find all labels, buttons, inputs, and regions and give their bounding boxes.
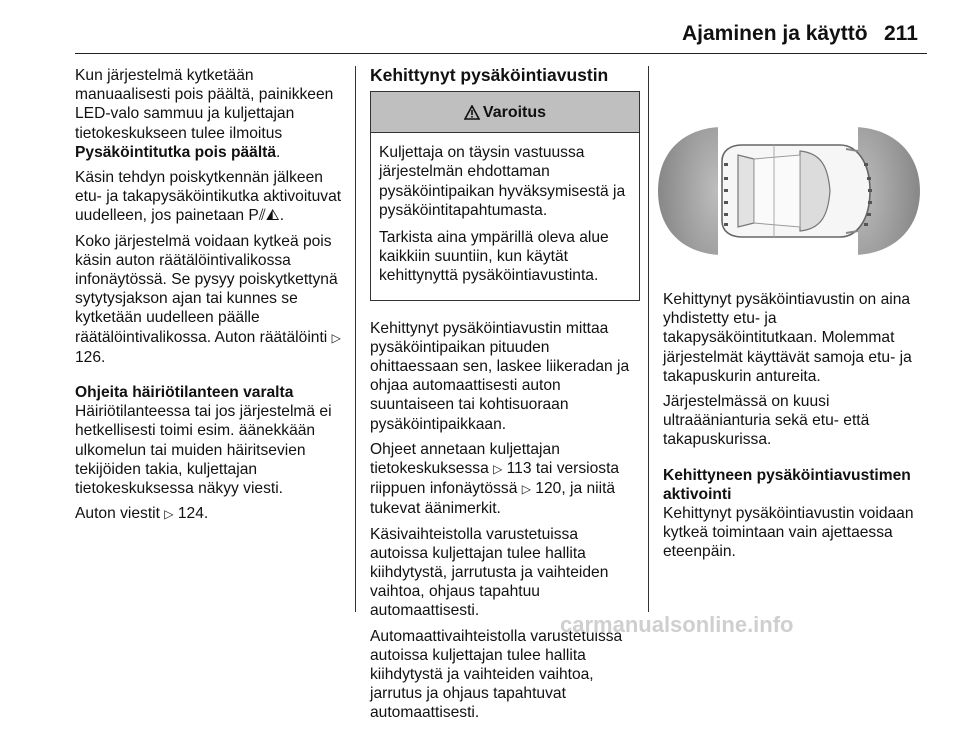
paragraph: Käsivaihteistolla varustetuissa autoissa kuljettajan tulee hallita kiihdytystä, jarrutusta ja vaihteiden vaihtoa, ohjaus tapahtuu automaattisesti. [370, 525, 609, 620]
column-right [663, 290, 933, 568]
page-ref-icon: ▷ [164, 507, 174, 522]
paragraph: Järjestelmässä on kuusi ultraäänianturia sekä etu- että takapuskurissa. [663, 393, 870, 449]
paragraph: Kehittynyt pysäköintiavustin on aina yhdistetty etu- ja takapysäköintitutkaan. Molemmat järjestelmät käyttävät samoja etu- ja takapuskurin antureita. [663, 291, 912, 385]
text: Käsin tehdyn poiskytkennän jälkeen etu- ja takapysäköintikutka aktivoituvat uudelleen, jos painetaan [75, 169, 342, 225]
parking-button-icon: P⫽◭ [248, 207, 280, 225]
text: Koko järjestelmä voidaan kytkeä pois käsin auton räätälöintivalikossa infonäytössä. Se pysyy poiskytkettynä sytytysjakson ajan tai kunnes se kytketään uudelleen päälle räätälöintivalikossa. Auton räätälöinti [75, 232, 338, 346]
column-divider [355, 66, 356, 612]
sub-heading: Ohjeita häiriötilanteen varalta [75, 384, 294, 402]
paragraph: Kehittynyt pysäköintiavustin voidaan kytkeä toimintaan vain ajettaessa eteenpäin. [663, 505, 914, 561]
warning-icon [464, 105, 480, 120]
page-ref-icon: ▷ [493, 462, 503, 477]
paragraph: Automaattivaihteistolla varustetuissa autoissa kuljettajan tulee hallita kiihdytystä ja vaihteiden vaihtoa, jarrutus ja ohjaus tapahtuvat automaattisesti. [370, 627, 623, 722]
paragraph: Kuljettaja on täysin vastuussa järjestelmän ehdottaman pysäköintipaikan hyväksymisestä ja pysäköintitapahtumasta. [379, 144, 626, 219]
page-ref[interactable]: 126. [75, 348, 106, 366]
status-message: Pysäköintitutka pois päältä [75, 143, 277, 161]
rear-sensor-zone [658, 127, 720, 255]
header-rule [75, 53, 927, 54]
column-divider [648, 66, 649, 612]
page-ref-icon: ▷ [331, 330, 341, 345]
paragraph [75, 504, 345, 524]
paragraph [75, 232, 345, 367]
page-ref[interactable]: 120 [535, 480, 562, 498]
page-header [0, 0, 960, 52]
text: Auton viestit [75, 505, 160, 523]
paragraph: Häiriötilanteessa tai jos järjestelmä ei hetkellisesti toimi esim. äänekkään ulkomelun tai muiden häiritsevien tekijöiden takia, kuljettajan tietokeskuksessa näkyy viesti. [75, 403, 332, 498]
text: Ohjeet annetaan kuljettajan tietokeskuksessa [370, 440, 560, 478]
car-sensor-illustration [650, 105, 928, 277]
paragraph: Tarkista aina ympärillä oleva alue kaikkiin suuntiin, kun käytät kehittynyttä pysäköintiavustinta. [379, 229, 609, 285]
text: Kun järjestelmä kytketään manuaalisesti pois päältä, painikkeen LED-valo sammuu ja kuljettajan tietokeskukseen tulee ilmoitus [75, 67, 334, 142]
warning-box [370, 91, 640, 300]
warning-body [371, 133, 639, 299]
chapter-title: Ajaminen ja käyttö [682, 22, 868, 45]
column-left [75, 66, 345, 530]
page-ref[interactable]: 113 [506, 460, 532, 478]
text: , ja niitä tukevat äänimerkit. [370, 480, 616, 518]
sensor-diagram [650, 105, 928, 277]
warning-header [371, 92, 639, 133]
section-title: Kehittynyt pysäköintiavustin [370, 65, 609, 85]
watermark: carmanualsonline.info [560, 612, 794, 637]
text: . [276, 143, 281, 161]
page-ref-icon: ▷ [521, 482, 531, 497]
text: . [279, 207, 285, 225]
text: tai versiosta riippuen infonäytössä [370, 460, 620, 498]
sub-heading: Kehittyneen pysäköintiavustimen aktivointi [663, 466, 911, 503]
paragraph: Kehittynyt pysäköintiavustin mittaa pysäköintipaikan pituuden ohittaessaan sen, laskee liikeradan ja ohjaa automaattisesti auton suuntaiseen tai kohtisuoraan pysäköintipaikkaan. [370, 319, 630, 433]
paragraph [75, 168, 345, 226]
warning-label: Varoitus [482, 103, 547, 121]
paragraph [75, 66, 345, 162]
page-number: 211 [884, 22, 918, 45]
paragraph [370, 440, 640, 519]
page-ref[interactable]: 124. [177, 505, 209, 523]
